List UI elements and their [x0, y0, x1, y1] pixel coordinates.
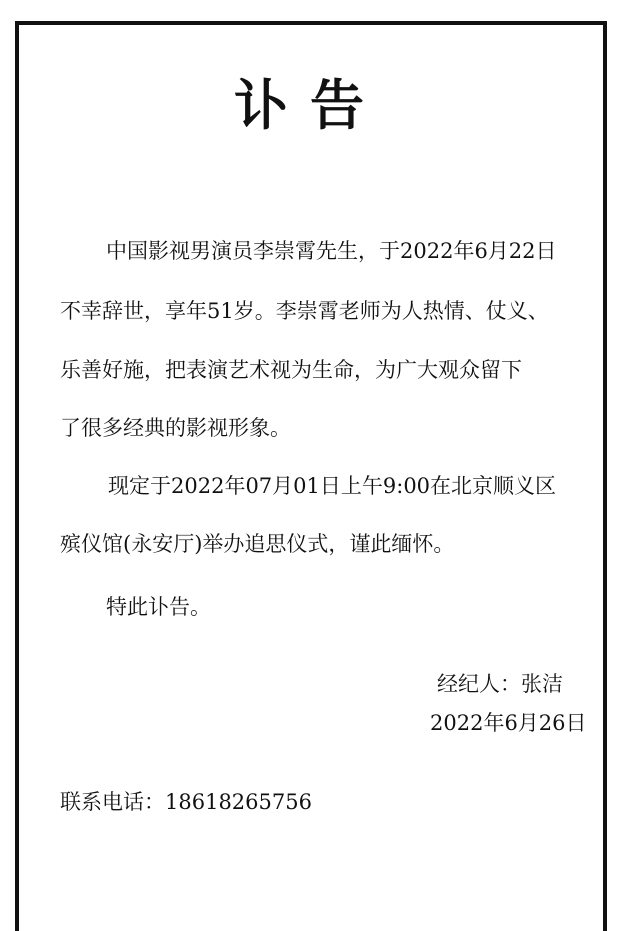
notice-date: 2022年6月26日 [430, 711, 587, 735]
paragraph1-line4: 了很多经典的影视形象。 [60, 416, 291, 440]
paragraph2-line2: 殡仪馆(永安厅)举办追思仪式，谨此缅怀。 [60, 532, 455, 556]
paragraph1-line2: 不幸辞世，享年51岁。李崇霄老师为人热情、仗义、 [60, 299, 549, 323]
paragraph1-line1: 中国影视男演员李崇霄先生，于2022年6月22日 [106, 239, 557, 263]
signature: 经纪人：张洁 [437, 672, 563, 696]
contact-phone: 联系电话：18618265756 [60, 790, 312, 814]
closing-line: 特此讣告。 [106, 595, 211, 619]
notice-title: 讣告 [234, 73, 386, 137]
paragraph2-line1: 现定于2022年07月01日上午9:00在北京顺义区 [108, 474, 557, 498]
paragraph1-line3: 乐善好施，把表演艺术视为生命，为广大观众留下 [60, 358, 522, 382]
